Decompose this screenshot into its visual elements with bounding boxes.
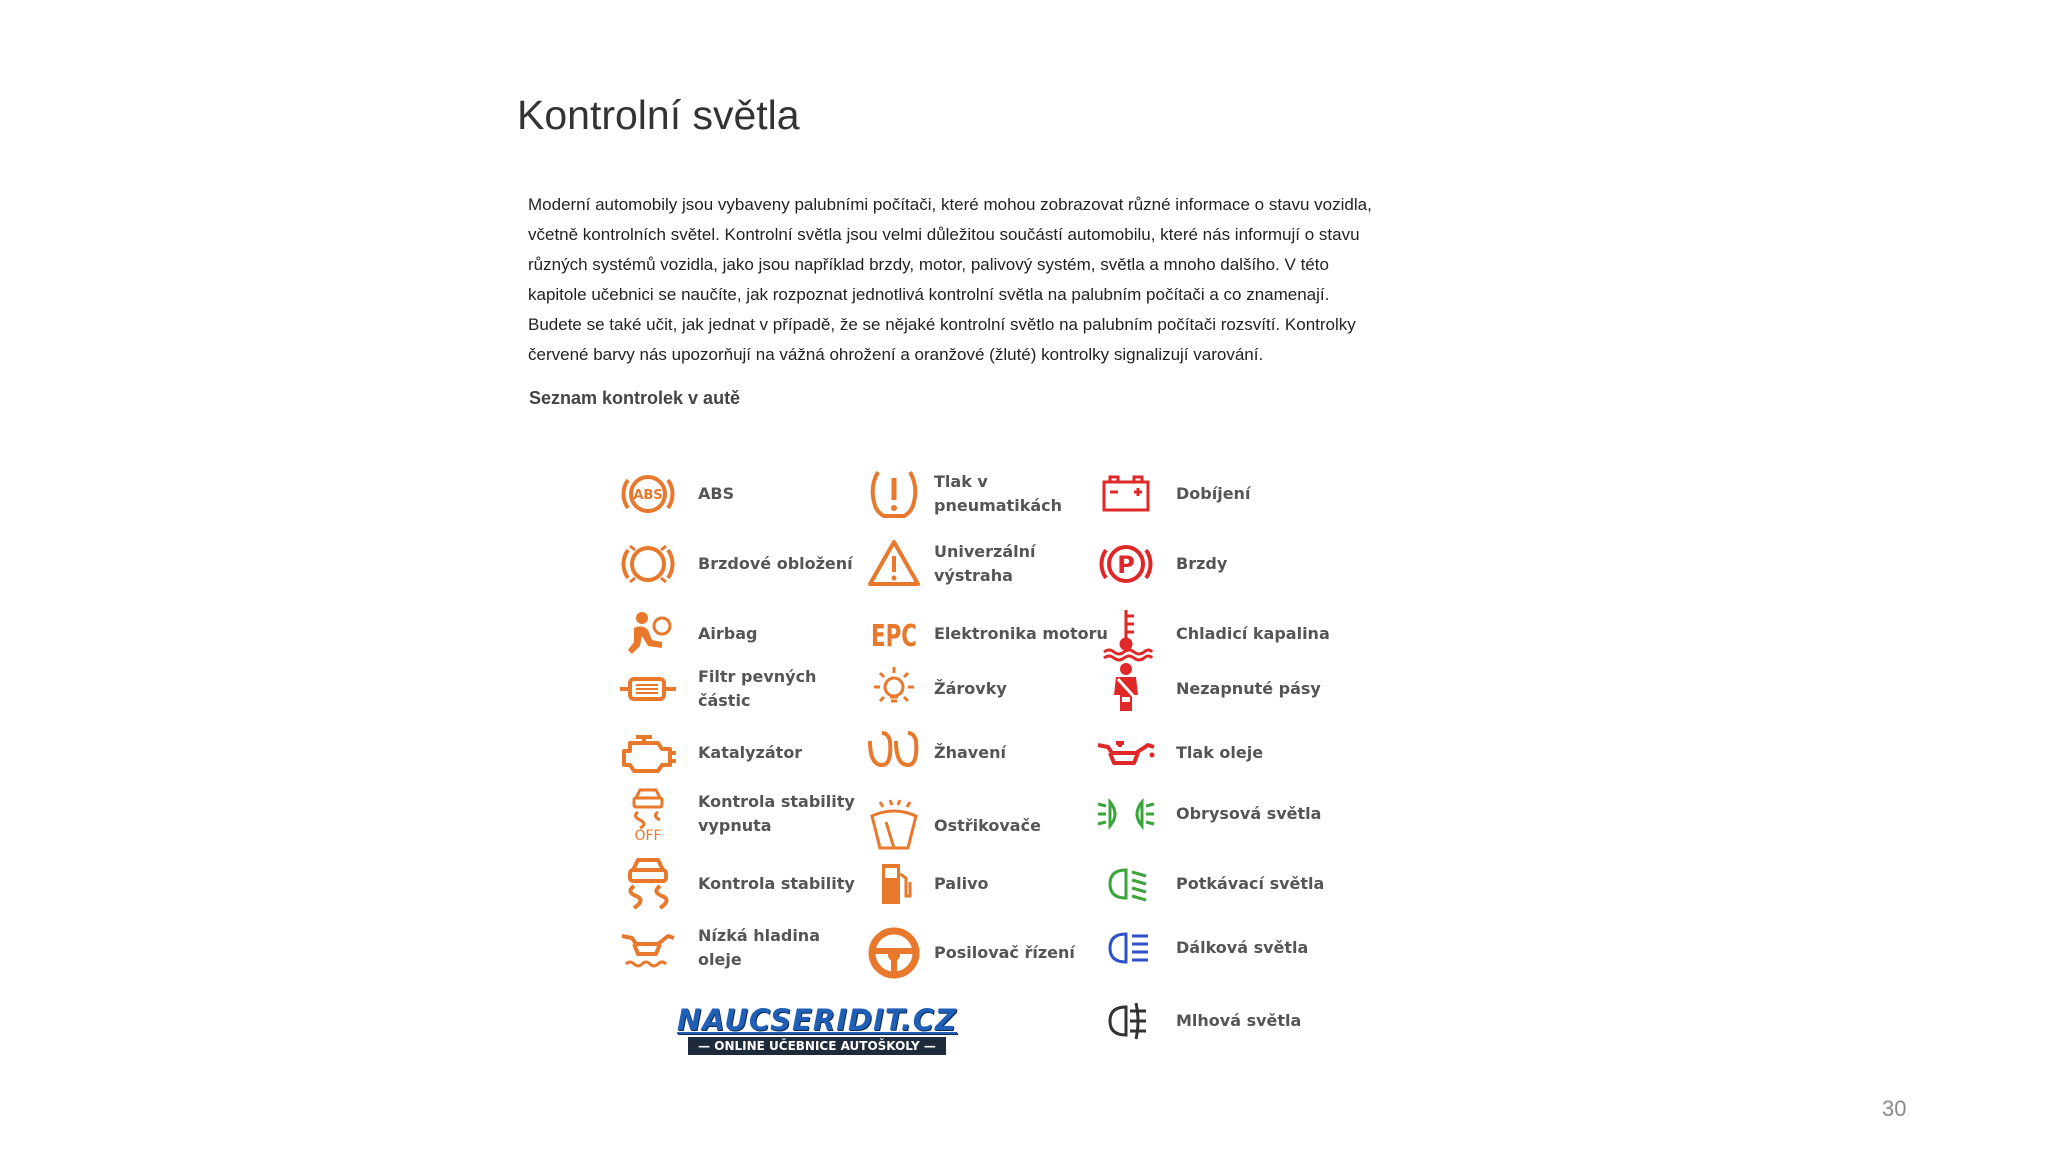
logo-tagline: — ONLINE UČEBNICE AUTOŠKOLY —: [688, 1037, 946, 1055]
light-glow-plug: [864, 725, 1102, 781]
high-beam-icon: [1096, 920, 1156, 976]
fog-light-icon: [1096, 993, 1156, 1049]
light-label: Potkávací světla: [1176, 874, 1325, 893]
logo-brand: NAUCSERIDIT.CZ: [676, 1003, 958, 1037]
light-label: Dálková světla: [1176, 938, 1309, 957]
oil-level-icon: [618, 920, 678, 976]
naucseridit-logo: [676, 1003, 958, 1055]
light-airbag: [618, 606, 866, 662]
light-charging: [1096, 466, 1346, 522]
steering-icon: [864, 925, 924, 981]
stability-off-icon: [618, 786, 678, 842]
light-label: Ostřikovače: [934, 816, 1041, 835]
washer-icon: [864, 798, 924, 854]
coolant-icon: [1096, 606, 1156, 662]
light-bulb: [864, 661, 1102, 717]
light-oil-pressure: [1096, 725, 1346, 781]
light-label: Brzdové obložení: [698, 554, 853, 573]
parking-brake-icon: [1096, 536, 1156, 592]
low-beam-icon: [1096, 856, 1156, 912]
intro-line: kapitole učebnici se naučíte, jak rozpoznat jednotlivá kontrolní světla na palubním počítači a co znamenají.: [528, 285, 1330, 304]
engine-icon: [618, 725, 678, 781]
seatbelt-icon: [1096, 661, 1156, 717]
light-abs: [618, 466, 866, 522]
light-label: Katalyzátor: [698, 743, 803, 762]
light-fog: [1096, 993, 1346, 1049]
tire-pressure-icon: [864, 466, 924, 522]
light-label: Tlak v pneumatikách: [934, 472, 1062, 515]
light-label: Nezapnuté pásy: [1176, 679, 1321, 698]
light-label: Airbag: [698, 624, 758, 643]
light-particle-filter: [618, 661, 866, 717]
light-low-beam: [1096, 856, 1346, 912]
light-label: Filtr pevných částic: [698, 667, 817, 710]
light-general-warning: [864, 536, 1102, 592]
intro-line: červené barvy nás upozorňují na vážná ohrožení a oranžové (žluté) kontrolky signalizují varování.: [528, 345, 1264, 364]
light-label: Chladicí kapalina: [1176, 624, 1330, 643]
light-brakes: [1096, 536, 1346, 592]
svg-text:EPC: EPC: [871, 619, 917, 654]
particle-filter-icon: [618, 661, 678, 717]
light-tire-pressure: [864, 466, 1102, 522]
section-subtitle: Seznam kontrolek v autě: [529, 388, 741, 408]
light-label: Dobíjení: [1176, 484, 1251, 503]
oil-pressure-icon: [1096, 725, 1156, 781]
light-stability: [618, 856, 866, 912]
light-washer: [864, 798, 1102, 854]
airbag-icon: [618, 606, 678, 662]
light-catalyst: [618, 725, 866, 781]
epc-icon: [864, 606, 924, 662]
warning-triangle-icon: [864, 536, 924, 592]
light-brake-pads: [618, 536, 866, 592]
svg-text:OFF: OFF: [634, 828, 662, 844]
side-lights-icon: [1096, 786, 1156, 842]
intro-line: Moderní automobily jsou vybaveny palubními počítači, které mohou zobrazovat různé informace o stavu vozidla,: [528, 195, 1372, 214]
light-label: Nízká hladina oleje: [698, 926, 820, 969]
light-label: Palivo: [934, 874, 989, 893]
bulb-icon: [864, 661, 924, 717]
light-coolant: [1096, 606, 1346, 662]
intro-line: Budete se také učit, jak jednat v případě, že se nějaké kontrolní světlo na palubním počítači rozsvítí. Kontrolky: [528, 315, 1356, 334]
intro-line: různých systémů vozidla, jako jsou například brzdy, motor, palivový systém, světla a mnoho dalšího. V této: [528, 255, 1329, 274]
light-label: Obrysová světla: [1176, 804, 1322, 823]
abs-icon: [618, 466, 678, 522]
light-label: Žhavení: [934, 743, 1006, 762]
light-label: Posilovač řízení: [934, 943, 1075, 962]
page-number: 30: [1882, 1096, 1907, 1121]
stability-icon: [618, 856, 678, 912]
intro-line: včetně kontrolních světel. Kontrolní světla jsou velmi důležitou součástí automobilu, které nás informují o stavu: [528, 225, 1360, 244]
light-label: Univerzální výstraha: [934, 542, 1036, 585]
light-label: Elektronika motoru: [934, 624, 1108, 643]
intro-text: [528, 190, 1428, 370]
light-label: Mlhová světla: [1176, 1011, 1302, 1030]
fuel-icon: [864, 856, 924, 912]
light-fuel: [864, 856, 1102, 912]
light-label: Žárovky: [934, 679, 1007, 698]
light-power-steering: [864, 925, 1102, 981]
brake-pads-icon: [618, 536, 678, 592]
page-title: Kontrolní světla: [517, 92, 800, 138]
light-high-beam: [1096, 920, 1346, 976]
light-oil-level: [618, 920, 866, 976]
svg-text:P: P: [1117, 551, 1135, 579]
light-label: Kontrola stability: [698, 874, 855, 893]
light-label: ABS: [698, 484, 735, 503]
battery-icon: [1096, 466, 1156, 522]
light-side-lights: [1096, 786, 1346, 842]
glow-plug-icon: [864, 725, 924, 781]
light-label: Tlak oleje: [1176, 743, 1264, 762]
svg-text:ABS: ABS: [633, 488, 663, 503]
light-label: Brzdy: [1176, 554, 1228, 573]
light-label: Kontrola stability vypnuta: [698, 792, 855, 835]
light-epc: [864, 606, 1114, 662]
light-seatbelt: [1096, 661, 1346, 717]
light-stability-off: [618, 786, 866, 842]
